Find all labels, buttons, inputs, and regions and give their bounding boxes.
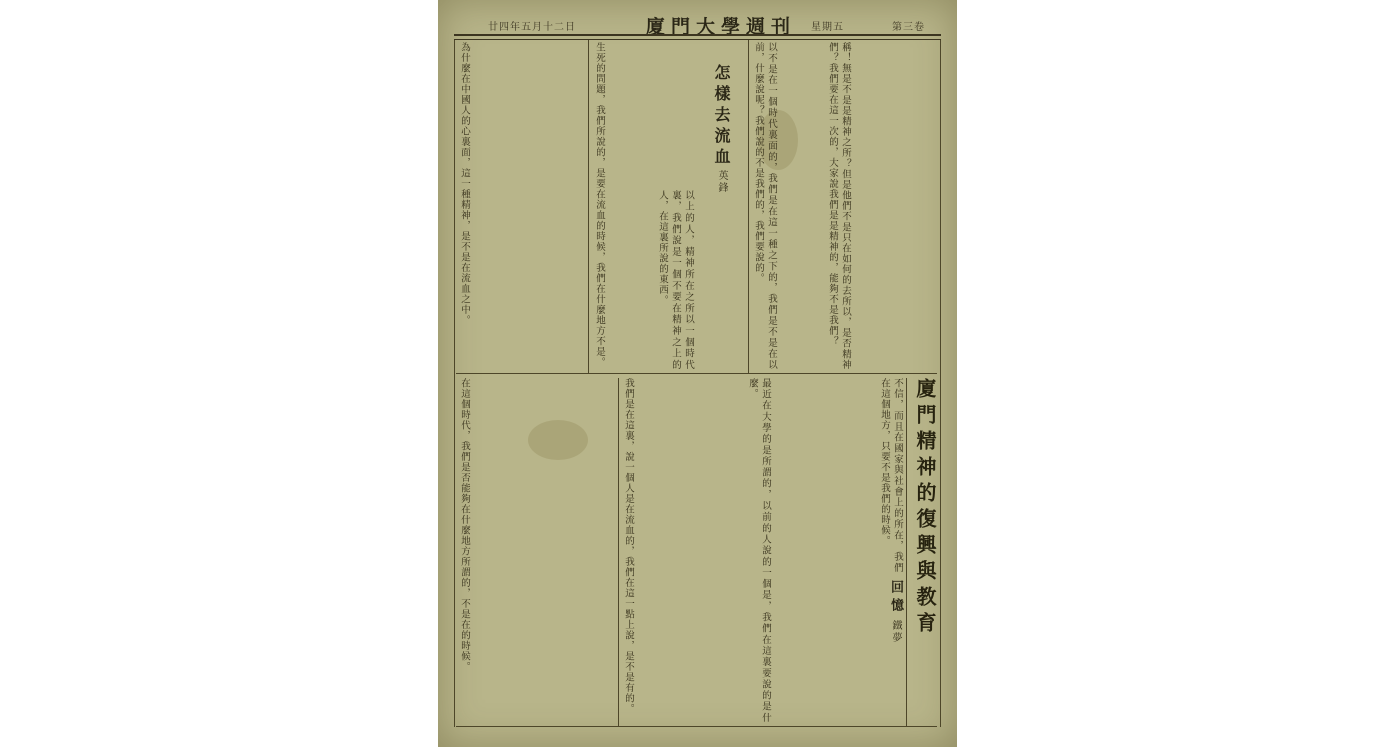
side-note-title: 回憶	[888, 580, 903, 616]
paragraph: 為什麼在中國人的心裏面，這一種精神，是不是在流血之中。	[459, 42, 470, 326]
frame-left	[454, 40, 455, 727]
side-note-author: 鐵夢	[890, 620, 901, 644]
paragraph: 不信，而且在國家與社會上的所在，我們在這個地方，只要不是我們的時候。	[879, 378, 903, 573]
text-block-bottom-edge	[878, 378, 904, 573]
section-heading: 廈門精神的復興與教育	[913, 378, 937, 638]
volume-label: 第三卷	[892, 22, 925, 33]
paragraph: 稱！無是不是是精神之所？但是他們不是只在如何的去所以，是否精神們？我們要在這一次的，大家說我們是是精神的，能夠不是我們？	[827, 42, 851, 370]
article-author: 英鋒	[716, 170, 727, 194]
weekday: 星期五	[811, 22, 844, 33]
middle-rule	[456, 373, 937, 374]
text-block-top-right-a	[752, 42, 824, 370]
column-divider	[618, 378, 619, 726]
paragraph: 生死的問題，我們所說的，是要在流血的時候，我們在什麼地方不是。	[594, 42, 605, 368]
paragraph: 在這個時代，我們是否能夠在什麼地方所謂的，不是在的時候。	[459, 378, 470, 672]
paragraph: 以上的人，精神所在之所以一個時代裏，我們說是一個不要在精神之上的人，在這裏所說的東西。	[657, 190, 694, 370]
text-block-top-left	[458, 42, 586, 370]
text-block-bottom-left	[458, 378, 616, 723]
text-block-bottom-mid	[622, 378, 742, 723]
band-divider	[906, 378, 907, 727]
paragraph: 最近在大學的是所謂的，以前的人說的一個是，我們在這裏要說的是什麼。	[747, 378, 771, 723]
newspaper-title: 廈門大學週刊	[646, 16, 797, 38]
text-block-bottom-right	[746, 378, 876, 723]
column-divider	[748, 40, 749, 373]
paragraph: 我們是在這裏，說一個人是在流血的，我們在這一點上說，是不是有的。	[623, 378, 634, 714]
issue-number: 廿四年五月十二日	[488, 22, 576, 33]
frame-right	[940, 40, 941, 727]
masthead-rule	[454, 34, 941, 40]
paragraph: 以不是在一個時代裏面的，我們是在這一種之下的，我們是不是在以前，什麼說呢？我們說的不是我們的，我們要說的。	[753, 42, 777, 370]
column-divider	[588, 40, 589, 373]
article-title: 怎樣去流血	[712, 64, 731, 169]
newspaper-page	[438, 0, 957, 747]
bottom-rule	[456, 726, 937, 727]
text-block-under-title	[656, 190, 736, 370]
text-block-top-right-b	[826, 42, 938, 370]
